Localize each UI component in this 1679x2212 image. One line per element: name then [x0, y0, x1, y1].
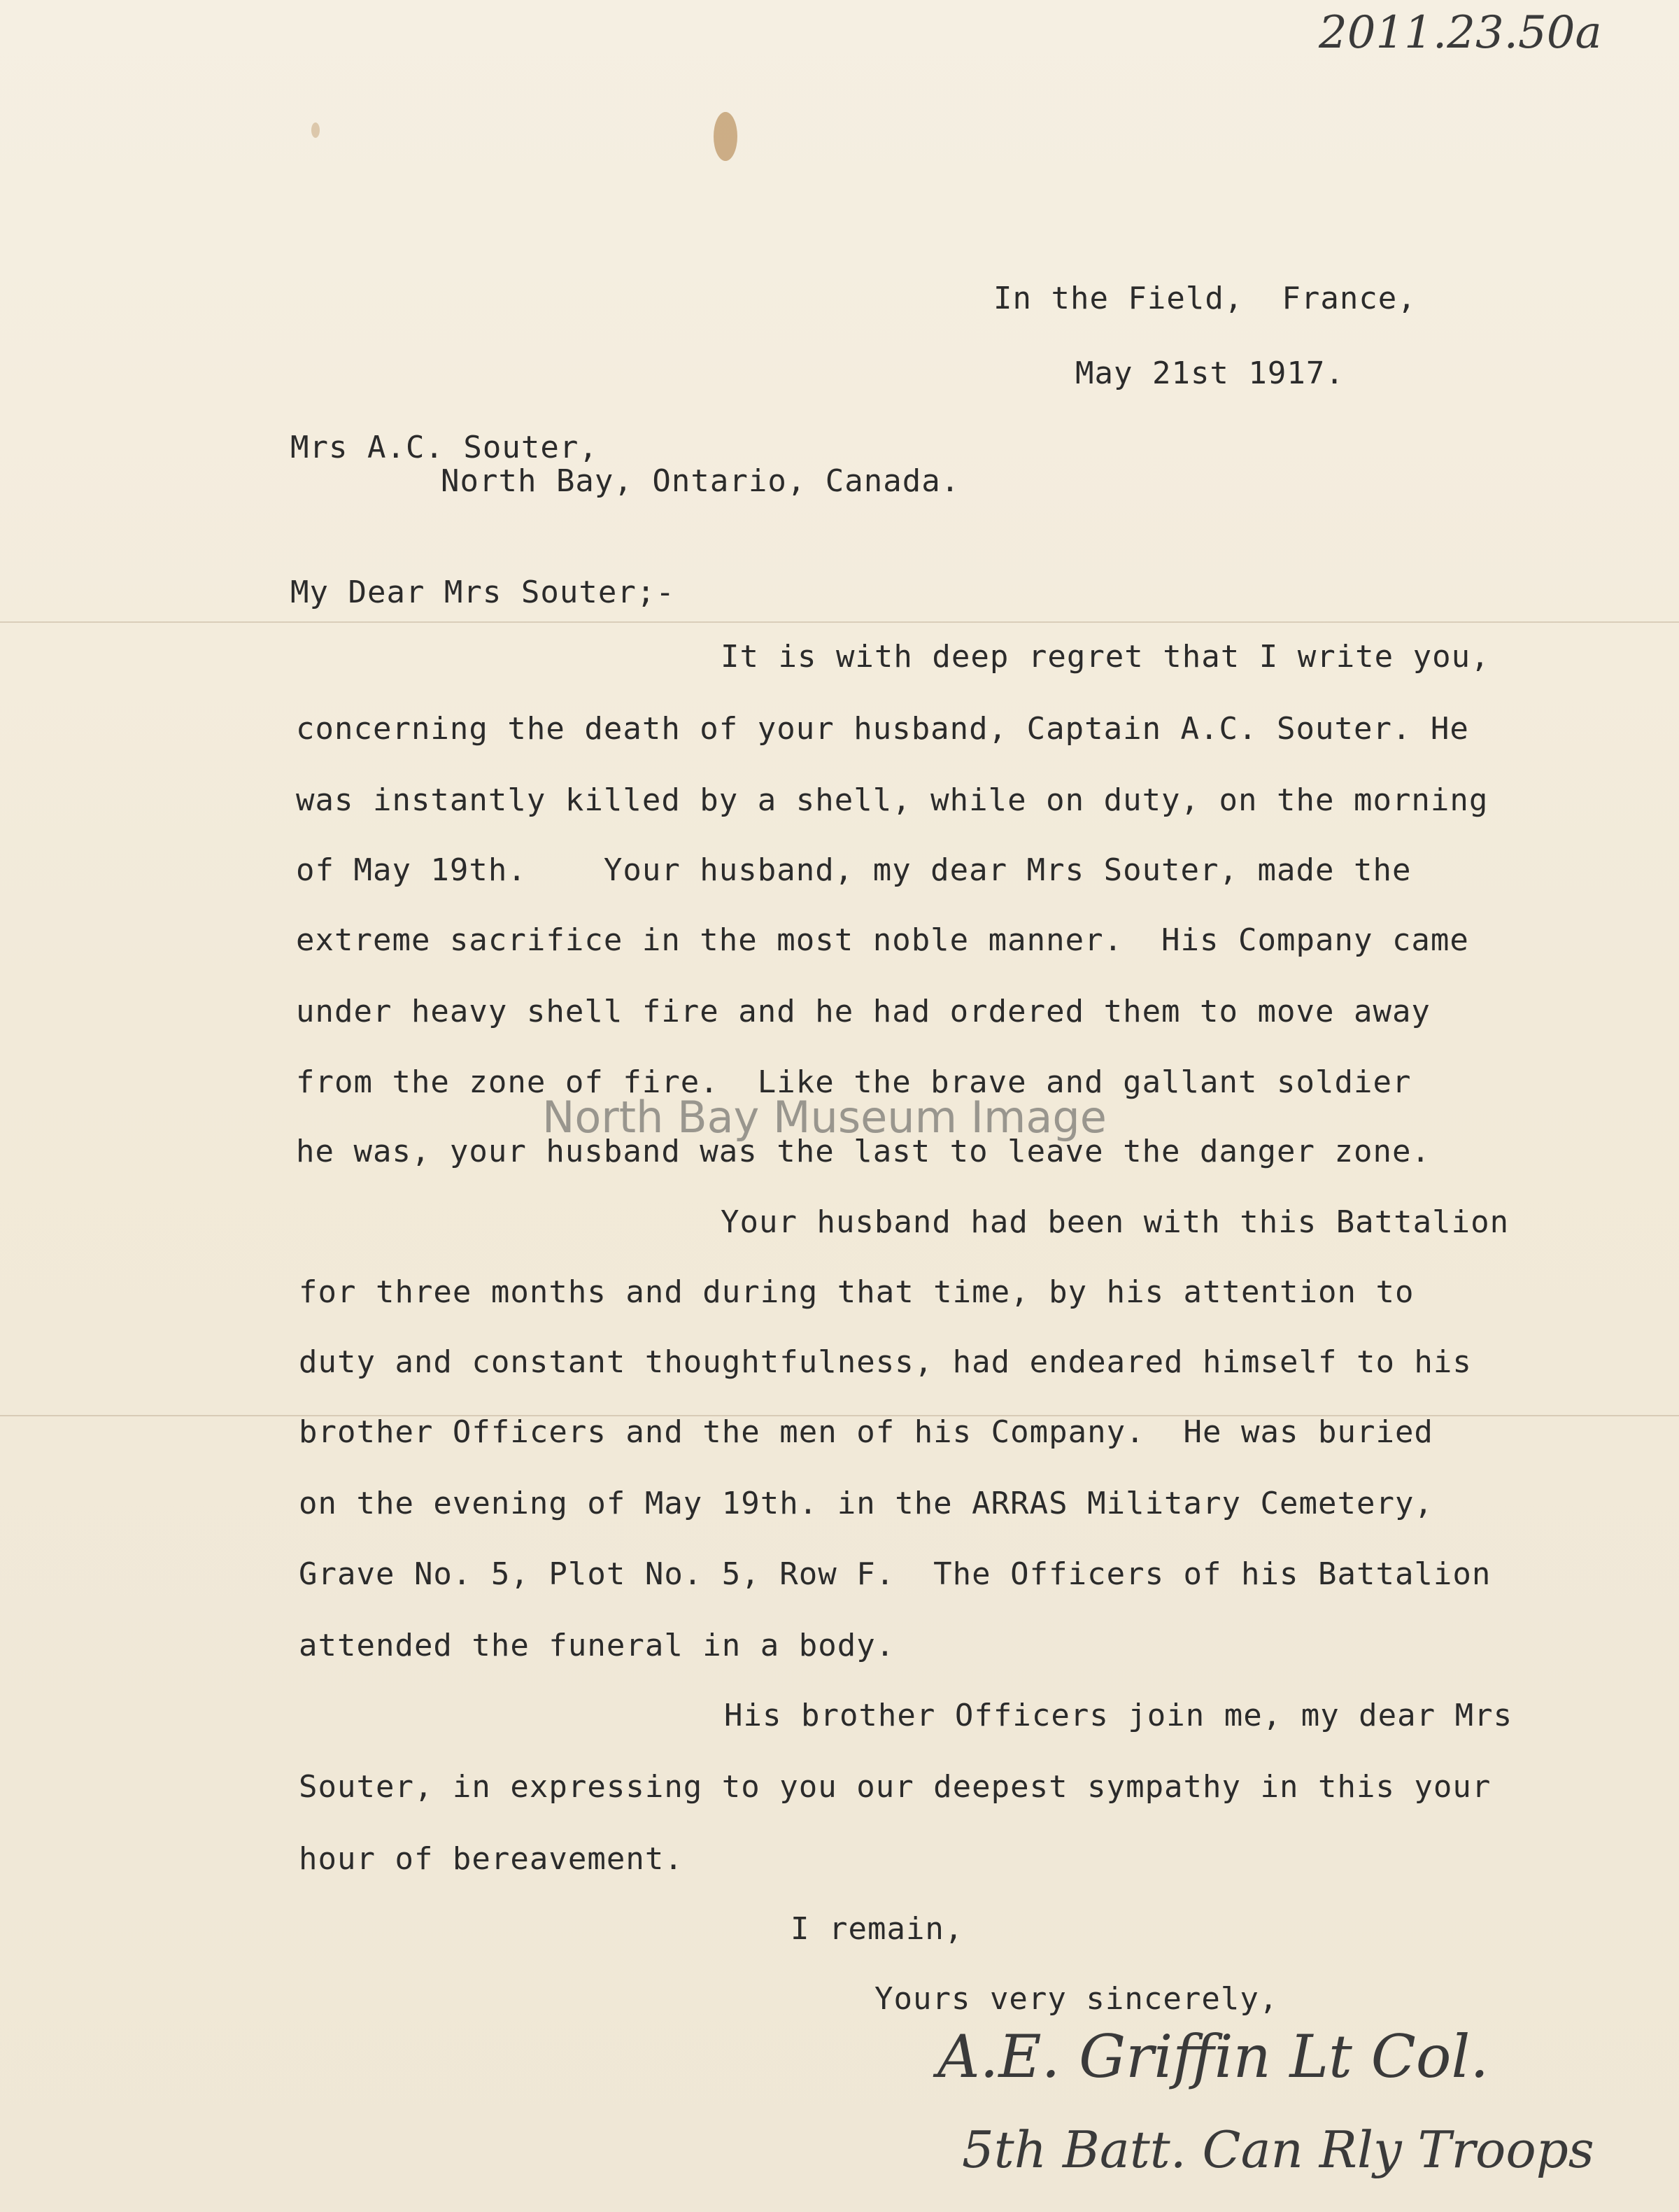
stain [714, 112, 737, 161]
body-line: he was, your husband was the last to leave the danger zone. [296, 1134, 1431, 1169]
body-line: of May 19th. Your husband, my dear Mrs Souter, made the [296, 852, 1412, 888]
body-line: was instantly killed by a shell, while on duty, on the morning [296, 782, 1489, 818]
watermark: North Bay Museum Image [542, 1092, 1107, 1143]
closing-remain: I remain, [791, 1911, 964, 1947]
signature-name: A.E. Griffin Lt Col. [937, 2022, 1489, 2091]
stain [311, 122, 320, 138]
body-line: Souter, in expressing to you our deepest sympathy in this your [299, 1769, 1492, 1805]
body-line: attended the funeral in a body. [299, 1628, 895, 1663]
body-line: on the evening of May 19th. in the ARRAS Military Cemetery, [299, 1486, 1433, 1521]
body-line: His brother Officers join me, my dear Mrs [724, 1698, 1513, 1733]
signature-unit: 5th Batt. Can Rly Troops [962, 2120, 1594, 2179]
fold-line [0, 621, 1679, 623]
salutation: My Dear Mrs Souter;- [290, 575, 675, 610]
recipient-address: North Bay, Ontario, Canada. [441, 463, 961, 499]
body-line: duty and constant thoughtfulness, had endeared himself to his [299, 1344, 1472, 1380]
body-line: concerning the death of your husband, Captain A.C. Souter. He [296, 711, 1469, 747]
body-line: for three months and during that time, by his attention to [299, 1274, 1415, 1310]
closing-sincerely: Yours very sincerely, [874, 1981, 1279, 2017]
body-line: from the zone of fire. Like the brave and gallant soldier [296, 1064, 1412, 1100]
body-line: extreme sacrifice in the most noble manner. His Company came [296, 922, 1469, 958]
letter-place: In the Field, France, [993, 281, 1417, 316]
body-line: It is with deep regret that I write you, [721, 639, 1490, 675]
body-line: Grave No. 5, Plot No. 5, Row F. The Officers of his Battalion [299, 1556, 1492, 1592]
recipient-name: Mrs A.C. Souter, [290, 430, 598, 465]
accession-number: 2011.23.50a [1319, 7, 1602, 59]
body-line: brother Officers and the men of his Company. He was buried [299, 1414, 1433, 1450]
letter-date: May 21st 1917. [1075, 355, 1345, 391]
body-line: under heavy shell fire and he had ordered them to move away [296, 994, 1431, 1029]
body-line: Your husband had been with this Battalion [721, 1204, 1510, 1240]
body-line: hour of bereavement. [299, 1841, 683, 1877]
